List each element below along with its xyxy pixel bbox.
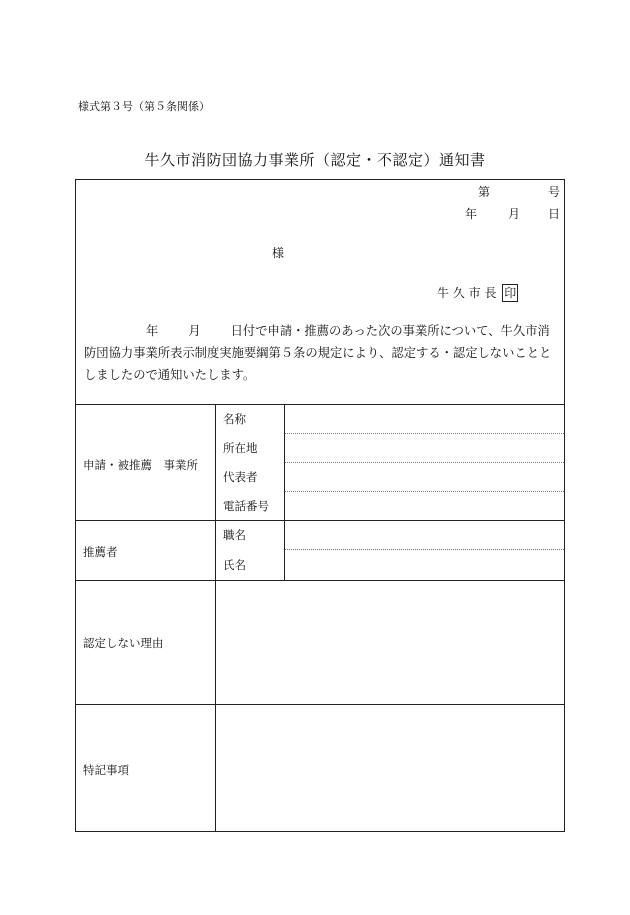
body-text: 日付で申請・推薦のあった次の事業所について、牛久市消防団協力事業所表示制度実施要綱第５条の規定により、認定する・認定しないこととしましたので通知いたします。 [84, 324, 552, 382]
document-title: 牛久市消防団協力事業所（認定・不認定）通知書 [144, 151, 486, 169]
applicant-label: 申請・被推薦 事業所 [83, 458, 198, 472]
applicant-phone-input[interactable] [286, 493, 562, 519]
section-border [76, 704, 564, 705]
sender-line [437, 284, 518, 302]
recommender-name-input[interactable] [286, 551, 562, 579]
field-phone-label: 電話番号 [223, 499, 269, 513]
field-address-label: 所在地 [223, 441, 258, 455]
recommender-title-input[interactable] [286, 522, 562, 548]
applicant-address-input[interactable] [286, 435, 562, 461]
notice-body [84, 320, 562, 386]
addressee-suffix: 様 [272, 246, 285, 260]
applicant-name-input[interactable] [286, 406, 562, 432]
body-year: 年 [146, 324, 159, 338]
date-day: 日 [548, 207, 561, 221]
date-month: 月 [508, 207, 521, 221]
remarks-input[interactable] [217, 706, 562, 830]
applicant-representative-input[interactable] [286, 464, 562, 490]
recommender-label: 推薦者 [83, 545, 118, 559]
row-divider [284, 549, 564, 550]
row-divider [284, 462, 564, 463]
row-divider [284, 491, 564, 492]
notice-number-suffix: 号 [548, 185, 561, 199]
seal-mark: 印 [504, 286, 517, 300]
notice-number-prefix: 第 [478, 185, 491, 199]
form-number: 様式第３号（第５条関係） [78, 100, 210, 113]
body-month: 月 [188, 324, 201, 338]
field-title-label: 職名 [223, 528, 246, 542]
date-year: 年 [465, 207, 478, 221]
section-border [76, 520, 564, 521]
table-top-border [76, 404, 564, 405]
reason-label: 認定しない理由 [83, 636, 164, 650]
label-column-border [215, 404, 216, 832]
field-fullname-label: 氏名 [223, 558, 246, 572]
field-name-label: 名称 [223, 412, 246, 426]
sender-name: 牛 久 市 長 [437, 286, 497, 300]
form-frame [75, 179, 565, 832]
remarks-label: 特記事項 [83, 763, 129, 777]
field-representative-label: 代表者 [223, 470, 258, 484]
section-border [76, 580, 564, 581]
field-column-border [284, 404, 285, 580]
row-divider [284, 433, 564, 434]
reason-input[interactable] [217, 582, 562, 703]
